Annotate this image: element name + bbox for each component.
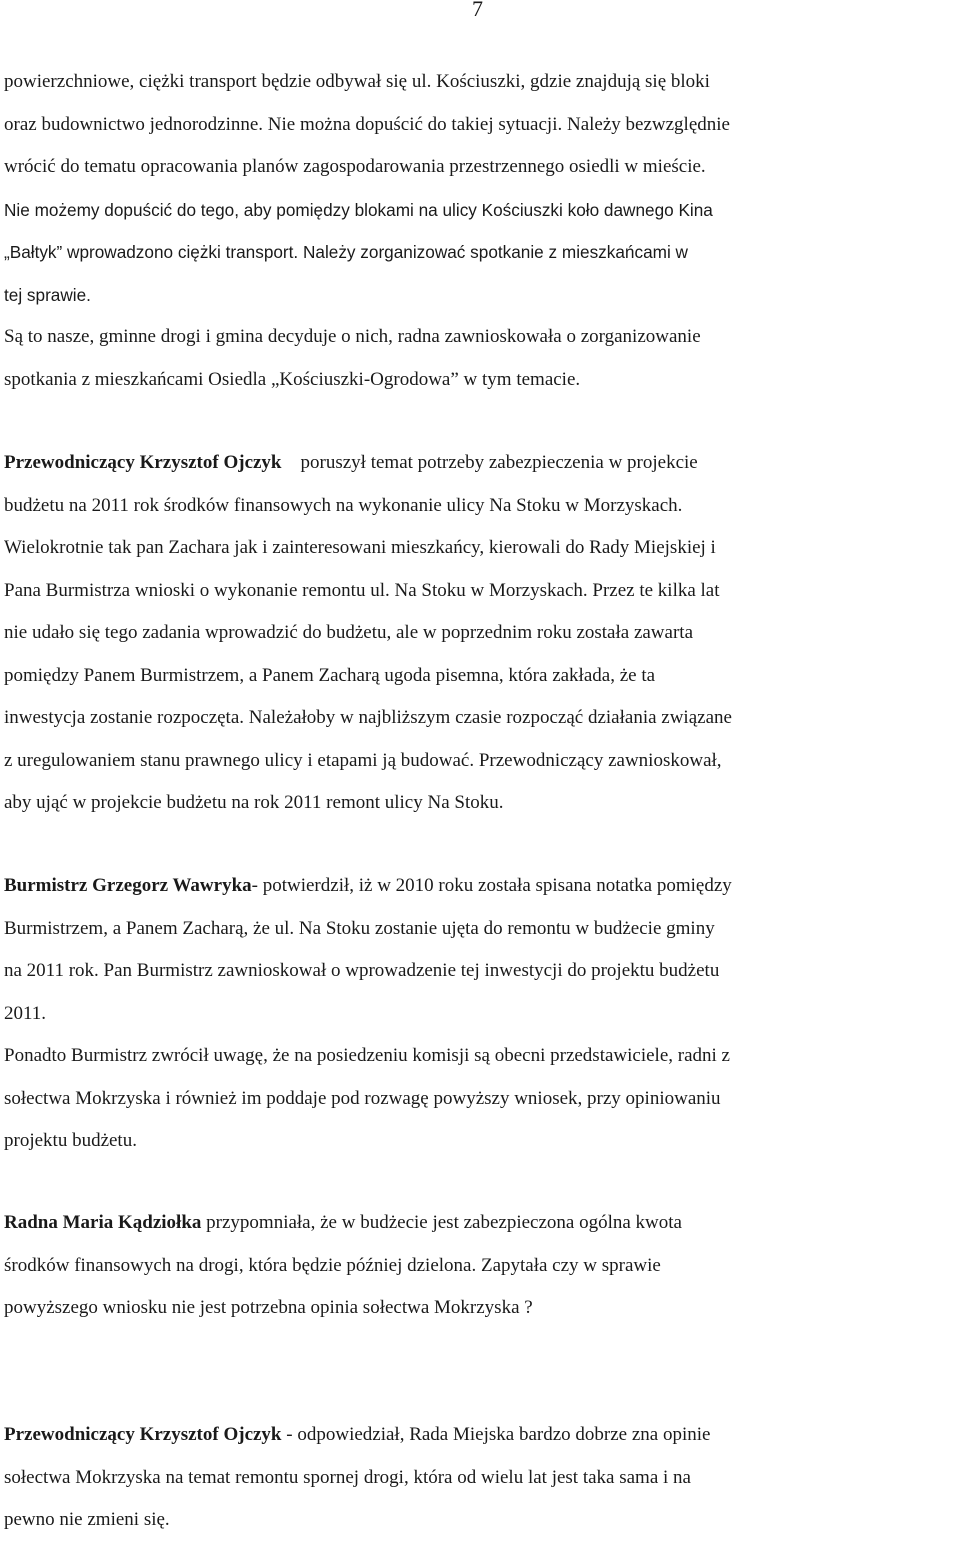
text-line-content: - potwierdził, iż w 2010 roku została spisana notatka pomiędzy xyxy=(251,875,732,896)
text-line xyxy=(4,1287,957,1330)
text-line-content: poruszył temat potrzeby zabezpieczenia w projekcie xyxy=(300,452,698,473)
text-line xyxy=(4,1202,957,1245)
text-line xyxy=(4,908,957,951)
text-line-content: - odpowiedział, Rada Miejska bardzo dobrze zna opinie xyxy=(286,1424,711,1445)
paragraph-streets xyxy=(4,61,957,401)
text-line-content: przypomniała, że w budżecie jest zabezpieczona ogólna kwota xyxy=(206,1212,682,1233)
text-line-content: projektu budżetu. xyxy=(4,1130,137,1151)
text-line xyxy=(4,485,957,528)
text-line xyxy=(4,993,957,1036)
text-line-content: nie udało się tego zadania wprowadzić do budżetu, ale w poprzednim roku została zawarta xyxy=(4,622,694,643)
text-line-content: spotkania z mieszkańcami Osiedla „Kościuszki-Ogrodowa” w tym temacie. xyxy=(4,368,581,390)
text-line-content: 2011. xyxy=(4,1002,47,1024)
text-line-content: środków finansowych na drogi, która będzie później dzielona. Zapytała czy w sprawie xyxy=(4,1254,661,1276)
text-line xyxy=(4,1078,957,1121)
text-line-content: Ponadto Burmistrz zwrócił uwagę, że na posiedzeniu komisji są obecni przedstawiciele, radni z xyxy=(4,1045,730,1066)
text-line-content: Nie możemy dopuścić do tego, aby pomiędzy blokami na ulicy Kościuszki koło dawnego Kina xyxy=(4,199,713,220)
text-line-content: z uregulowaniem stanu prawnego ulicy i etapami ją budować. Przewodniczący zawnioskował, xyxy=(4,749,722,771)
paragraph-chairman-budget xyxy=(4,442,957,825)
text-line-content: powyższego wniosku nie jest potrzebna opinia sołectwa Mokrzyska ? xyxy=(4,1297,533,1318)
text-line xyxy=(4,527,957,570)
text-line-content: „Bałtyk” wprowadzono ciężki transport. Należy zorganizować spotkanie z mieszkańcami w xyxy=(4,242,688,262)
text-line-content: aby ująć w projekcie budżetu na rok 2011 remont ulicy Na Stoku. xyxy=(4,792,504,813)
text-line-content: pewno nie zmieni się. xyxy=(4,1509,170,1530)
text-line-content: Burmistrzem, a Panem Zacharą, że ul. Na Stoku zostanie ujęta do remontu w budżecie gminy xyxy=(4,917,715,939)
text-line xyxy=(4,655,957,698)
text-line-content: sołectwa Mokrzyska i również im poddaje pod rozwagę powyższy wniosek, przy opiniowaniu xyxy=(4,1087,721,1109)
text-line xyxy=(4,1120,957,1163)
text-line-content: tej sprawie. xyxy=(4,284,91,305)
paragraph-councillor xyxy=(4,1202,957,1330)
text-line-content: powierzchniowe, ciężki transport będzie odbywał się ul. Kościuszki, gdzie znajdują się bloki xyxy=(4,71,710,92)
text-line xyxy=(4,146,957,189)
text-line-content: Wielokrotnie tak pan Zachara jak i zainteresowani mieszkańcy, kierowali do Rady Miejskiej i xyxy=(4,537,716,558)
text-line-content: na 2011 rok. Pan Burmistrz zawnioskował o wprowadzenie tej inwestycji do projektu budżetu xyxy=(4,960,720,981)
text-line xyxy=(4,782,957,825)
speaker-name: Radna Maria Kądziołka xyxy=(4,1212,202,1233)
paragraph-chairman-reply xyxy=(4,1414,957,1542)
text-line-content: pomiędzy Panem Burmistrzem, a Panem Zacharą ugoda pisemna, która zakłada, że ta xyxy=(4,664,656,686)
text-line xyxy=(4,1035,957,1078)
speaker-name: Burmistrz Grzegorz Wawryka xyxy=(4,875,252,896)
text-line-content: sołectwa Mokrzyska na temat remontu spornej drogi, która od wielu lat jest taka sama i na xyxy=(4,1466,691,1488)
text-line-content: oraz budownictwo jednorodzinne. Nie można dopuścić do takiej sytuacji. Należy bezwzględnie xyxy=(4,113,730,135)
text-line xyxy=(4,950,957,993)
text-line xyxy=(4,274,957,317)
text-line xyxy=(4,231,957,274)
speaker-name: Przewodniczący Krzysztof Ojczyk xyxy=(4,1424,282,1445)
text-line-content: Są to nasze, gminne drogi i gmina decyduje o nich, radna zawnioskowała o zorganizowanie xyxy=(4,326,701,347)
text-line-content: inwestycja zostanie rozpoczęta. Należałoby w najbliższym czasie rozpocząć działania związane xyxy=(4,707,732,728)
text-line xyxy=(4,61,957,104)
text-line xyxy=(4,740,957,783)
text-line xyxy=(4,1414,957,1457)
text-line xyxy=(4,612,957,655)
text-line xyxy=(4,189,957,232)
text-line xyxy=(4,1457,957,1500)
speaker-name: Przewodniczący Krzysztof Ojczyk xyxy=(4,452,282,473)
text-line xyxy=(4,359,957,402)
text-line xyxy=(4,865,957,908)
text-line xyxy=(4,1499,957,1542)
text-line-content: Pana Burmistrza wnioski o wykonanie remontu ul. Na Stoku w Morzyskach. Przez te kilka lat xyxy=(4,579,720,601)
text-line-content: budżetu na 2011 rok środków finansowych na wykonanie ulicy Na Stoku w Morzyskach. xyxy=(4,494,683,516)
text-line xyxy=(4,697,957,740)
paragraph-mayor xyxy=(4,865,957,1163)
text-line xyxy=(4,316,957,359)
text-line xyxy=(4,442,957,485)
text-line xyxy=(4,1245,957,1288)
text-line xyxy=(4,104,957,147)
text-line xyxy=(4,570,957,613)
text-line-content: wrócić do tematu opracowania planów zagospodarowania przestrzennego osiedli w mieście. xyxy=(4,156,706,177)
page-number: 7 xyxy=(472,0,483,21)
